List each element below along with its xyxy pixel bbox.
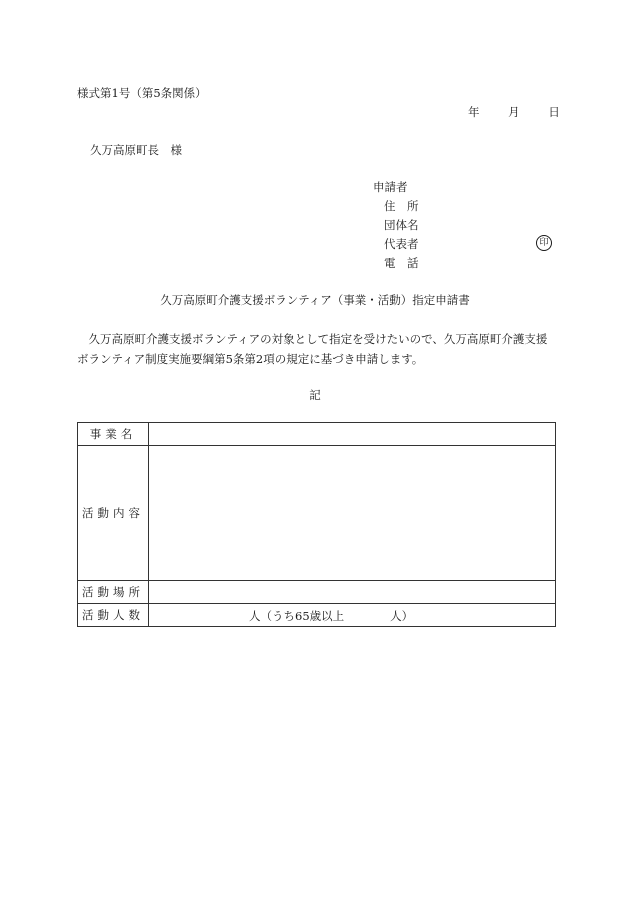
row-activity-content bbox=[78, 446, 556, 581]
form-number: 様式第1号（第5条関係） bbox=[77, 86, 207, 100]
detail-table bbox=[77, 422, 556, 627]
date-year: 年 bbox=[468, 105, 480, 119]
activity-content-label: 活動内容 bbox=[78, 446, 149, 581]
body-paragraph: 久万高原町介護支援ボランティアの対象として指定を受けたいので、久万高原町介護支援ボランティア制度実施要綱第5条第2項の規定に基づき申請します。 bbox=[77, 332, 548, 366]
row-participant-count bbox=[78, 604, 556, 627]
applicant-group-label: 団体名 bbox=[384, 218, 419, 232]
activity-place-value[interactable] bbox=[149, 581, 556, 604]
seal-mark: 印 bbox=[536, 235, 552, 251]
addressee: 久万高原町長 様 bbox=[90, 143, 182, 157]
applicant-address-label: 住 所 bbox=[384, 199, 419, 213]
activity-place-label: 活動場所 bbox=[78, 581, 149, 604]
date-line bbox=[468, 104, 560, 120]
business-name-value[interactable] bbox=[149, 423, 556, 446]
date-day: 日 bbox=[548, 105, 560, 119]
row-activity-place bbox=[78, 581, 556, 604]
applicant-representative-label: 代表者 bbox=[384, 237, 419, 251]
participant-count-label: 活動人数 bbox=[78, 604, 149, 627]
date-month: 月 bbox=[508, 105, 520, 119]
participant-count-value[interactable] bbox=[149, 604, 556, 627]
ki-marker: 記 bbox=[309, 388, 321, 402]
activity-content-value[interactable] bbox=[149, 446, 556, 581]
row-business-name bbox=[78, 423, 556, 446]
applicant-phone-label: 電 話 bbox=[384, 256, 419, 270]
document-title: 久万高原町介護支援ボランティア（事業・活動）指定申請書 bbox=[160, 293, 470, 307]
applicant-label: 申請者 bbox=[373, 180, 408, 194]
participant-count-text: 人（うち65歳以上 人） bbox=[249, 609, 414, 623]
business-name-label: 事業名 bbox=[78, 423, 149, 446]
